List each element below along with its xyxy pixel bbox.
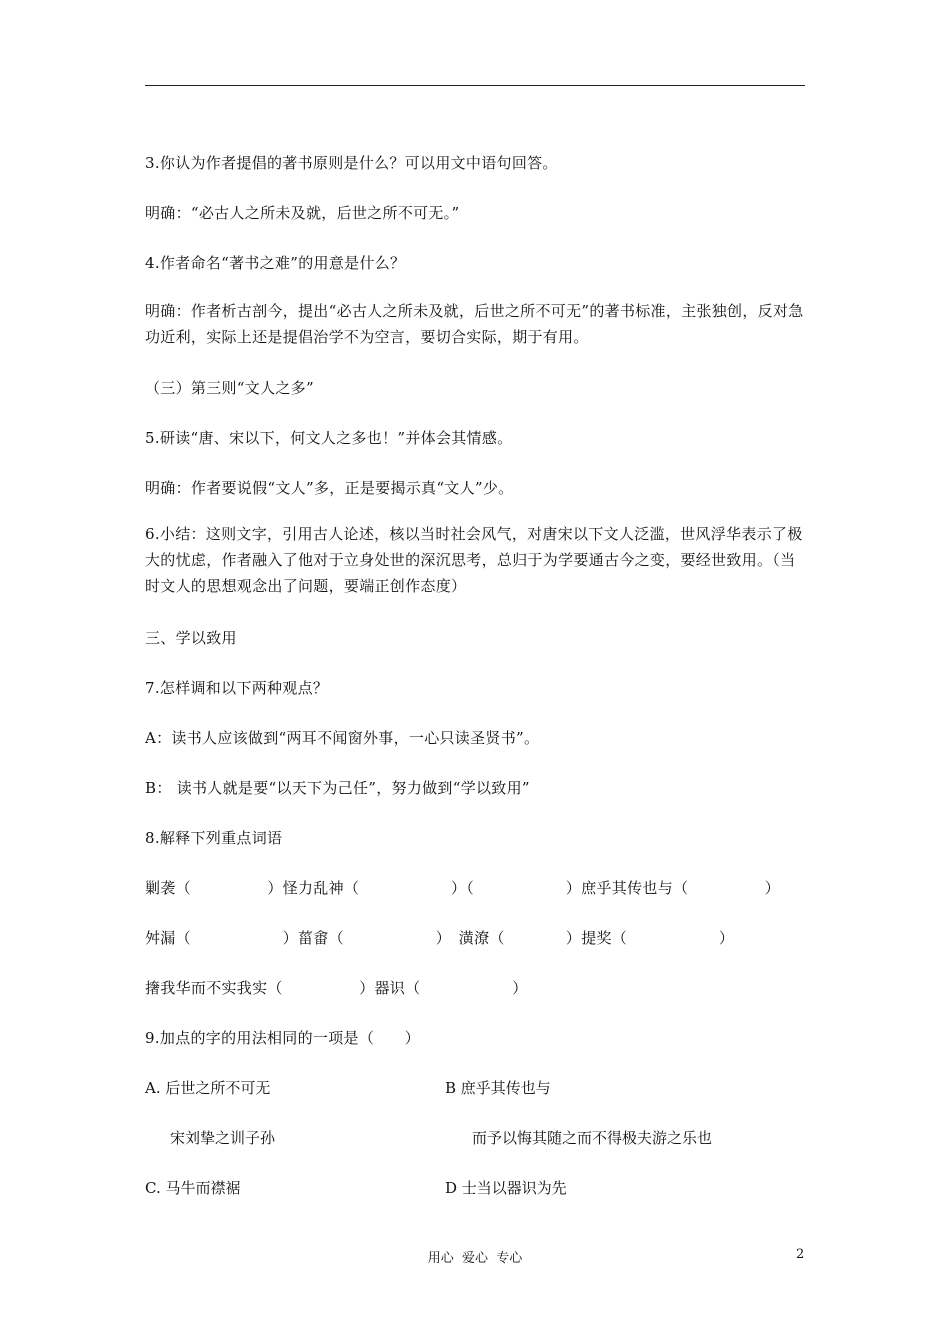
question-7: 7.怎样调和以下两种观点？ (145, 679, 329, 697)
option-d: D 士当以器识为先 (445, 1179, 567, 1197)
header-rule (145, 85, 805, 86)
question-5: 5.研读“唐、宋以下，何文人之多也！”并体会其情感。 (145, 429, 513, 447)
viewpoint-b: B： 读书人就是要“以天下为己任”，努力做到“学以致用” (145, 779, 530, 797)
answer-5: 明确：作者要说假“文人”多，正是要揭示真“文人”少。 (145, 479, 514, 497)
option-a-line-2: 宋刘挚之训子孙 (170, 1129, 276, 1147)
vocab-row-2: 舛漏（ ）菑畬（ ） 潢潦（ ）提奖（ ） (145, 929, 735, 947)
answer-3: 明确：“必古人之所未及就，后世之所不可无。” (145, 204, 460, 222)
page-number: 2 (796, 1247, 805, 1262)
vocab-row-1: 剿袭（ ）怪力乱神（ ）（ ）庶乎其传也与（ ） (145, 879, 781, 897)
question-8: 8.解释下列重点词语 (145, 829, 283, 847)
question-9: 9.加点的字的用法相同的一项是（ ） (145, 1029, 421, 1047)
answer-4: 明确：作者析古剖今，提出“必古人之所未及就，后世之所不可无”的著书标准，主张独创，反对急功近利，实际上还是提倡治学不为空言，要切合实际，期于有用。 (145, 302, 804, 346)
question-4: 4.作者命名“著书之难”的用意是什么？ (145, 254, 406, 272)
viewpoint-a: A：读书人应该做到“两耳不闻窗外事，一心只读圣贤书”。 (145, 729, 540, 747)
question-3: 3.你认为作者提倡的著书原则是什么？可以用文中语句回答。 (145, 154, 558, 172)
part-three-heading: 三、学以致用 (145, 629, 237, 647)
option-c: C. 马牛而襟裾 (145, 1179, 241, 1197)
page-footer: 用心 爱心 专心 (427, 1251, 523, 1266)
option-b-line-2: 而予以悔其随之而不得极夫游之乐也 (472, 1129, 713, 1147)
option-b-line-1: B 庶乎其传也与 (445, 1079, 551, 1097)
option-a-line-1: A. 后世之所不可无 (145, 1079, 271, 1097)
summary-6: 6.小结：这则文字，引用古人论述，核以当时社会风气，对唐宋以下文人泛滥，世风浮华表示了极大的忧虑，作者融入了他对于立身处世的深沉思考，总归于为学要通古今之变，要经世致用。（当时文人的思想观念出了问题，要端正创作态度） (145, 525, 803, 595)
vocab-row-3: 撦我华而不实我实（ ）器识（ ） (145, 979, 528, 997)
section-three-heading: （三）第三则“文人之多” (145, 379, 314, 397)
